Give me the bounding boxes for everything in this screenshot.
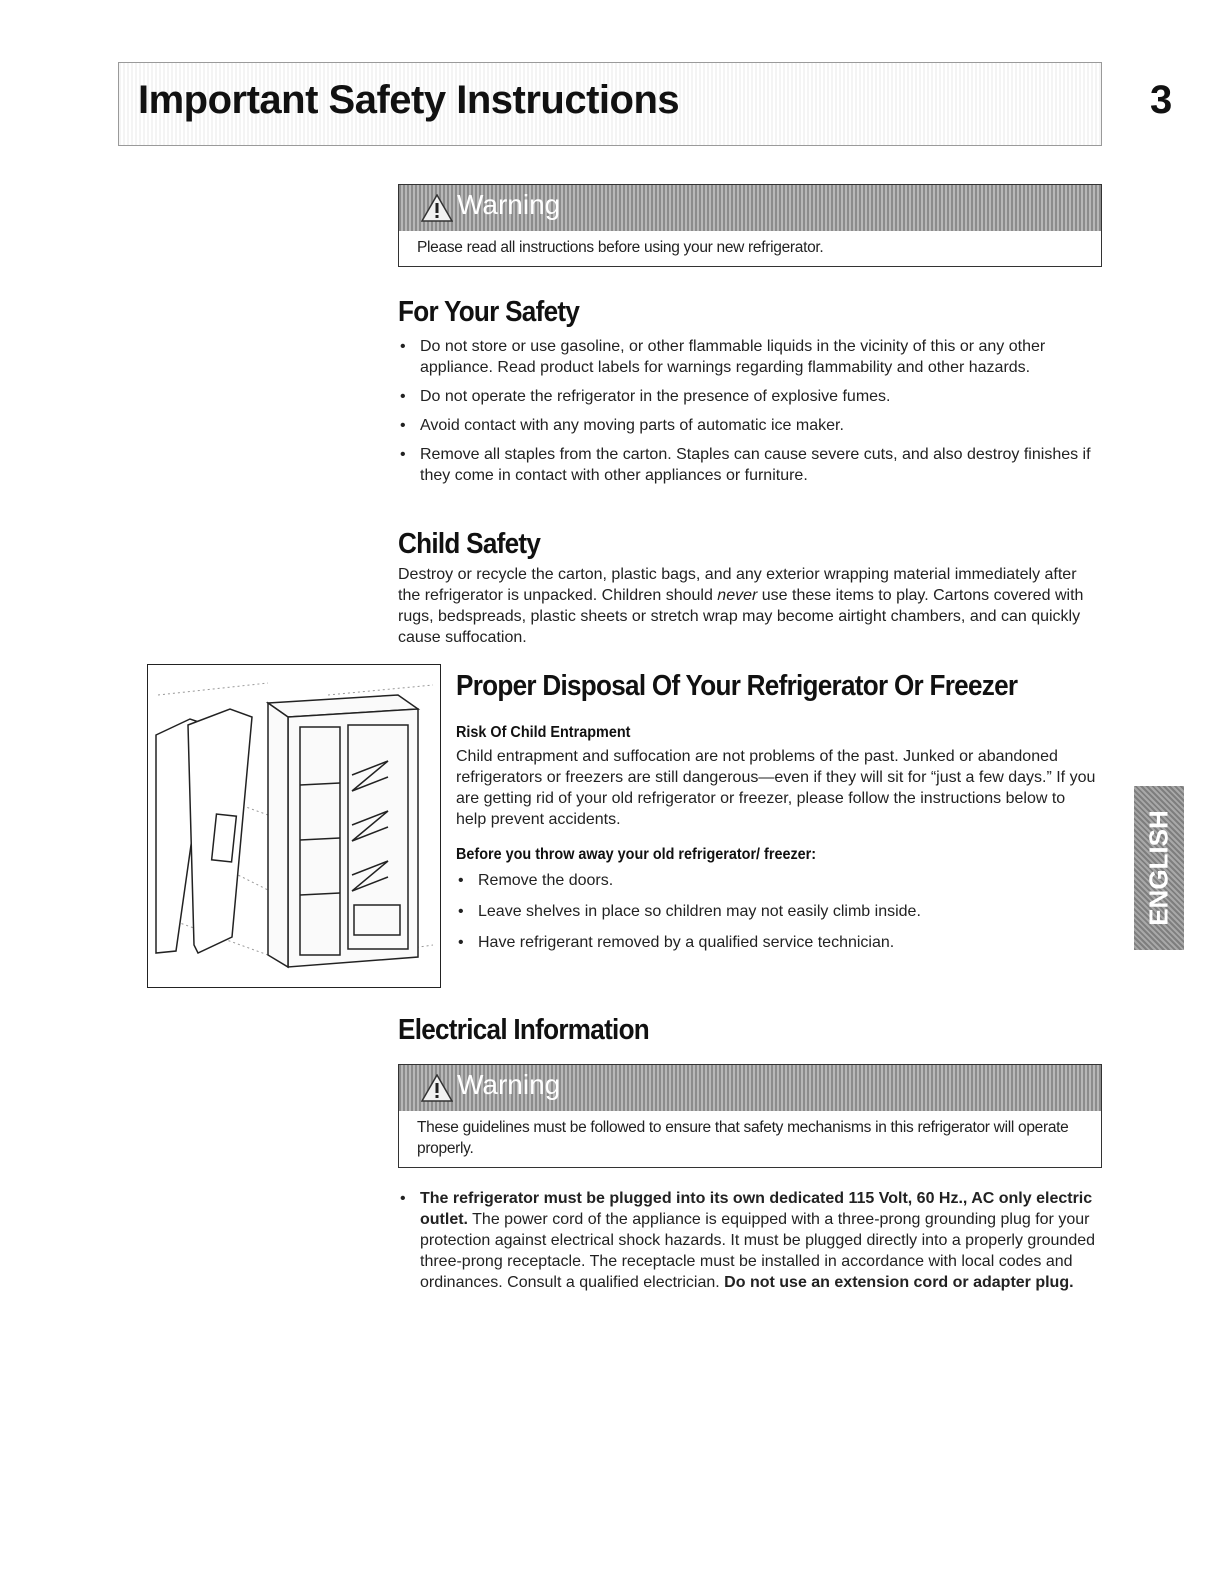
for-your-safety-heading: For Your Safety [398,296,580,328]
language-tab-label: ENGLISH [1143,810,1174,926]
electrical-list [400,1188,1100,1301]
bullet: • [400,388,406,405]
proper-disposal-heading: Proper Disposal Of Your Refrigerator Or Freezer [456,670,1018,702]
child-safety-text: Destroy or recycle the carton, plastic bags, and any exterior wrapping material immediately after the refrigerator is unpacked. Children should never use these items to play. Cartons covered with rugs, bedspreads, plastic sheets or stretch wrap may become airtight chambers, and can quickly cause suffocation. [398,566,1084,646]
refrigerator-illustration [147,664,441,988]
warning-box [398,1064,1102,1168]
bullet: • [400,1190,406,1207]
electrical-body: The power cord of the appliance is equipped with a three-prong grounding plug for your protection against electrical shock hazards. It must be plugged directly into a properly grounded three-prong receptacle. The receptacle must be installed in accordance with local codes and ordinances. Consult a qualified electrician. [420,1211,1096,1291]
list-item [400,1188,1100,1293]
list-item: • Remove the doors. [458,872,614,889]
disposal-text: Child entrapment and suffocation are not problems of the past. Junked or abandoned refrigerators or freezers are still dangerous—even if they will sit for “just a few days.” If you are getting rid of your old refrigerator or freezer, please follow the instructions below to help prevent accidents. [456,748,1096,828]
warning-triangle-icon [421,1074,453,1102]
electrical-bold-lead: The refrigerator must be plugged into its own dedicated 115 Volt, 60 Hz., AC only electric outlet. [420,1190,1093,1228]
list-item: • Do not store or use gasoline, or other flammable liquids in the vicinity of this or any other appliance. Read product labels for warnings regarding flammability and other hazards. [400,338,1046,376]
list-item: • Remove all staples from the carton. Staples can cause severe cuts, and also destroy finishes if they come in contact with other appliances or furniture. [400,446,1091,484]
for-your-safety-list [400,336,1100,494]
warning-box [398,184,1102,267]
bullet: • [400,417,406,434]
disposal-list [458,870,1098,963]
bullet: • [400,446,406,463]
warning-bar [399,185,1101,231]
warning-title: Warning [457,189,561,220]
warning-text: These guidelines must be followed to ensure that safety mechanisms in this refrigerator will operate properly. [417,1119,1069,1157]
electrical-bold-tail: Do not use an extension cord or adapter plug. [724,1274,1074,1291]
bullet: • [400,338,406,355]
bullet: • [458,903,464,920]
bullet: • [458,934,464,951]
list-item: • Do not operate the refrigerator in the presence of explosive fumes. [400,388,891,405]
list-item: • Have refrigerant removed by a qualified service technician. [458,934,895,951]
page-title: Important Safety Instructions [138,78,680,122]
risk-of-child-entrapment-heading: Risk Of Child Entrapment [456,724,631,741]
bullet: • [458,872,464,889]
list-item: • Avoid contact with any moving parts of automatic ice maker. [400,417,844,434]
electrical-information-heading: Electrical Information [398,1014,650,1046]
refrigerator-doors-removed-illustration [148,665,440,987]
before-you-throw-away-heading: Before you throw away your old refrigerator/ freezer: [456,846,817,863]
child-safety-heading: Child Safety [398,528,541,560]
warning-text: Please read all instructions before using your new refrigerator. [417,239,824,256]
warning-title: Warning [457,1069,561,1100]
warning-triangle-icon [421,194,453,222]
warning-bar [399,1065,1101,1111]
language-tab [1134,786,1184,950]
list-item: • Leave shelves in place so children may not easily climb inside. [458,903,921,920]
page-number: 3 [1150,78,1173,122]
